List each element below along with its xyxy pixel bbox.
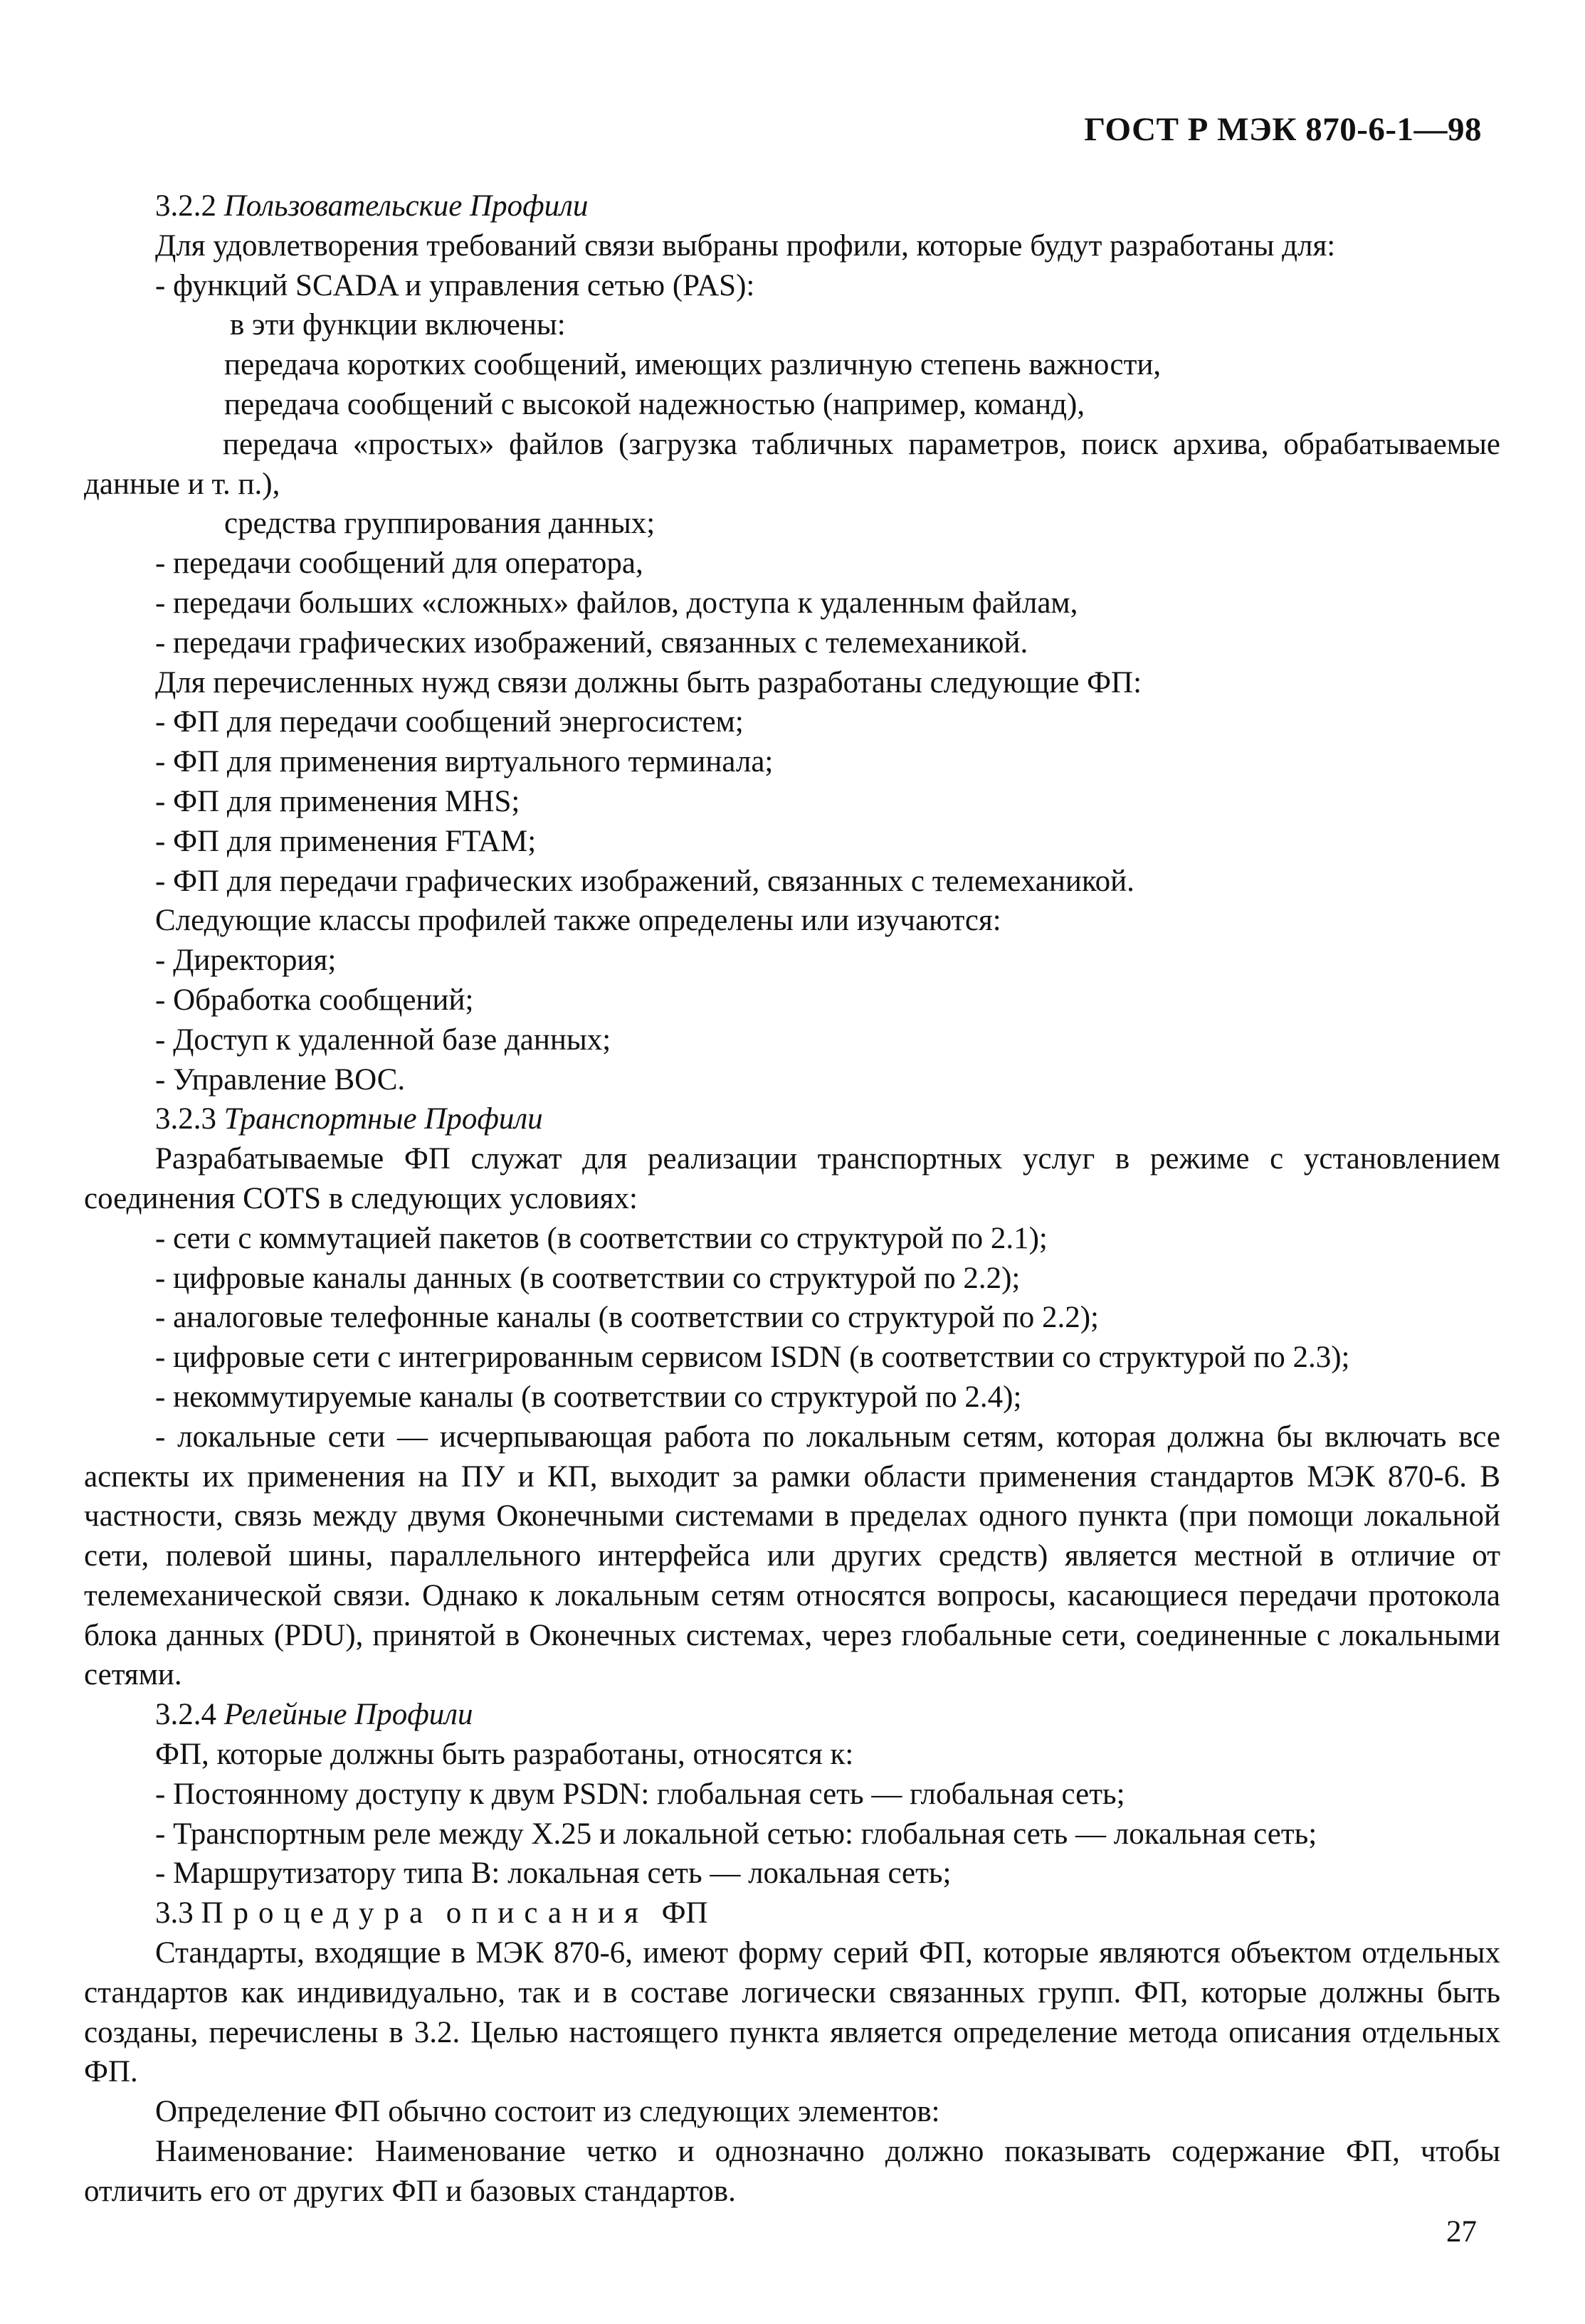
paragraph: Стандарты, входящие в МЭК 870-6, имеют форму серий ФП, которые являются объектом отдельных стандартов как индивидуально, так и в составе логически связанных групп. ФП, которые должны быть созданы, перечислены в 3.2. Целью настоящего пункта является определение метода описания отдельных ФП.: [84, 1936, 1500, 2089]
list-item: - передачи больших «сложных» файлов, доступа к удаленным файлам,: [155, 586, 1078, 620]
list-item: - Маршрутизатору типа В: локальная сеть — локальная сеть;: [155, 1856, 952, 1891]
document-header: ГОСТ Р МЭК 870-6-1—98: [1084, 111, 1482, 148]
list-item: - ФП для передачи графических изображений, связанных с телемеханикой.: [155, 864, 1134, 898]
list-item: - ФП для применения FTAM;: [155, 824, 537, 858]
list-item: - ФП для применения виртуального терминала;: [155, 745, 774, 779]
page-body: [84, 186, 1500, 2212]
list-item: - сети с коммутацией пакетов (в соответствии со структурой по 2.1);: [155, 1221, 1048, 1255]
section-title-word: описания: [446, 1896, 648, 1930]
list-item: - цифровые сети с интегрированным сервисом ISDN (в соответствии со структурой по 2.3);: [155, 1341, 1350, 1375]
section-3-2-4-heading: [84, 1695, 1500, 1735]
list-item: - ФП для применения MHS;: [155, 784, 520, 818]
list-item: - цифровые каналы данных (в соответствии со структурой по 2.2);: [155, 1261, 1021, 1295]
paragraph: Для удовлетворения требований связи выбраны профили, которые будут разработаны для:: [155, 228, 1336, 263]
paragraph: Разрабатываемые ФП служат для реализации транспортных услуг в режиме с установлением соединения COTS в следующих условиях:: [84, 1142, 1500, 1215]
list-item: - Доступ к удаленной базе данных;: [155, 1023, 611, 1057]
section-title-word: ФП: [661, 1896, 708, 1930]
paragraph: передача «простых» файлов (загрузка табличных параметров, поиск архива, обрабатываемые данные и т. п.),: [84, 427, 1500, 501]
list-item: - функций SCADA и управления сетью (PAS):: [155, 268, 755, 302]
list-item: - Транспортным реле между X.25 и локальной сетью: глобальная сеть — локальная сеть;: [155, 1817, 1317, 1851]
paragraph: средства группирования данных;: [224, 507, 655, 541]
list-item: - ФП для передачи сообщений энергосистем;: [155, 705, 744, 739]
page-number: 27: [1446, 2215, 1477, 2249]
section-3-2-3-heading: [84, 1099, 1500, 1139]
paragraph: передача коротких сообщений, имеющих различную степень важности,: [224, 348, 1162, 382]
paragraph: передача сообщений с высокой надежностью (например, команд),: [224, 387, 1085, 421]
list-item: - Управление ВОС.: [155, 1062, 406, 1097]
paragraph: - локальные сети — исчерпывающая работа по локальным сетям, которая должна бы включать все аспекты их применения на ПУ и КП, выходит за рамки области применения стандартов МЭК 870-6. В частности, связь между двумя Оконечными системами в пределах одного пункта (при помощи локальной сети, полевой шины, параллельного интерфейса или других средств) является местной в отличие от телемеханической связи. Однако к локальным сетям относятся вопросы, касающиеся передачи протокола блока данных (PDU), принятой в Оконечных системах, через глобальные сети, соединенные с локальными сетями.: [84, 1420, 1500, 1692]
section-title: Транспортные Профили: [223, 1102, 543, 1136]
section-title: Пользовательские Профили: [223, 189, 589, 223]
list-item: - Постоянному доступу к двум PSDN: глобальная сеть — глобальная сеть;: [155, 1777, 1125, 1811]
paragraph: ФП, которые должны быть разработаны, относятся к:: [155, 1738, 854, 1772]
section-number: 3.2.3: [155, 1102, 216, 1136]
list-item: - Директория;: [155, 944, 337, 978]
section-title-word: Процедура: [201, 1896, 433, 1930]
paragraph: Определение ФП обычно состоит из следующих элементов:: [155, 2095, 940, 2129]
section-3-2-2-heading: [84, 186, 1500, 226]
section-3-3-heading: [84, 1893, 1500, 1933]
section-number: 3.3: [155, 1896, 194, 1930]
list-item: - аналоговые телефонные каналы (в соответствии со структурой по 2.2);: [155, 1301, 1099, 1335]
section-number: 3.2.4: [155, 1698, 216, 1732]
paragraph: в эти функции включены:: [230, 308, 566, 342]
list-item: - некоммутируемые каналы (в соответствии со структурой по 2.4);: [155, 1380, 1022, 1414]
paragraph: Для перечисленных нужд связи должны быть разработаны следующие ФП:: [155, 665, 1142, 699]
list-item: - передачи сообщений для оператора,: [155, 546, 643, 581]
list-item: - передачи графических изображений, связанных с телемеханикой.: [155, 625, 1028, 660]
section-number: 3.2.2: [155, 189, 216, 223]
paragraph: Следующие классы профилей также определены или изучаются:: [155, 904, 1001, 938]
section-title: Релейные Профили: [223, 1698, 473, 1732]
list-item: - Обработка сообщений;: [155, 983, 474, 1017]
paragraph: Наименование: Наименование четко и однозначно должно показывать содержание ФП, чтобы отличить его от других ФП и базовых стандартов.: [84, 2135, 1500, 2208]
